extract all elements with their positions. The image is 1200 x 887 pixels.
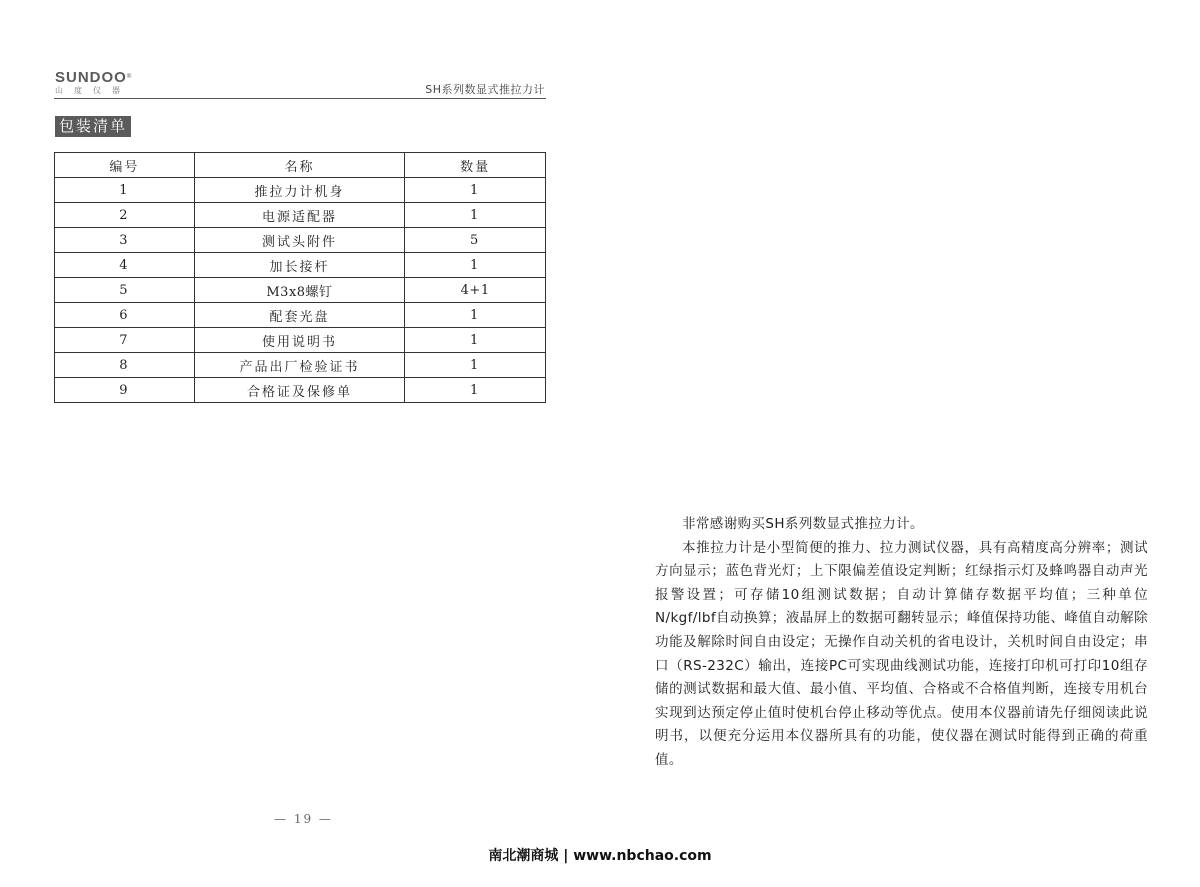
cell-name: 测试头附件: [194, 228, 405, 253]
cell-quantity: 1: [405, 378, 546, 403]
cell-quantity: 1: [405, 328, 546, 353]
table-header-row: [55, 153, 546, 178]
cell-quantity: 1: [405, 178, 546, 203]
cell-number: 8: [55, 353, 195, 378]
cell-quantity: 1: [405, 353, 546, 378]
table-row: [55, 253, 546, 278]
table-row: [55, 353, 546, 378]
table-row: [55, 328, 546, 353]
cell-number: 6: [55, 303, 195, 328]
cell-quantity: 5: [405, 228, 546, 253]
cell-name: 使用说明书: [194, 328, 405, 353]
cell-number: 9: [55, 378, 195, 403]
cell-name: 加长接杆: [194, 253, 405, 278]
document-title: SH系列数显式推拉力计: [425, 83, 545, 96]
intro-paragraph: 非常感谢购买SH系列数显式推拉力计。: [682, 516, 924, 532]
cell-name: 配套光盘: [194, 303, 405, 328]
intro-paragraph: 本推拉力计是小型简便的推力、拉力测试仪器，具有高精度高分辨率；测试方向显示；蓝色背光灯；上下限偏差值设定判断；红绿指示灯及蜂鸣器自动声光报警设置；可存储10组测试数据；自动计算储存数据平均值；三种单位N/kgf/lbf自动换算；液晶屏上的数据可翻转显示；峰值保持功能、峰值自动解除功能及解除时间自由设定；无操作自动关机的省电设计，关机时间自由设定；串口（RS-232C）输出，连接PC可实现曲线测试功能，连接打印机可打印10组存储的测试数据和最大值、最小值、平均值、合格或不合格值判断，连接专用机台实现到达预定停止值时使机台停止移动等优点。使用本仪器前请先仔细阅读此说明书，以便充分运用本仪器所具有的功能，使仪器在测试时能得到正确的荷重值。: [655, 539, 1148, 768]
logo-subtext: 山度仪器: [55, 86, 131, 95]
cell-name: 推拉力计机身: [194, 178, 405, 203]
column-header-name: 名称: [194, 153, 405, 178]
packing-list-table: [54, 152, 546, 403]
page-number: — 19 —: [274, 812, 333, 826]
cell-number: 5: [55, 278, 195, 303]
footer-watermark: 南北潮商城 | www.nbchao.com: [488, 848, 712, 864]
cell-quantity: 4+1: [405, 278, 546, 303]
cell-number: 1: [55, 178, 195, 203]
table-row: [55, 303, 546, 328]
cell-number: 7: [55, 328, 195, 353]
table-row: [55, 228, 546, 253]
header-divider: [54, 98, 546, 99]
cell-name: M3x8螺钉: [194, 278, 405, 303]
table-row: [55, 378, 546, 403]
cell-quantity: 1: [405, 303, 546, 328]
column-header-number: 编号: [55, 153, 195, 178]
cell-number: 4: [55, 253, 195, 278]
cell-name: 产品出厂检验证书: [194, 353, 405, 378]
cell-quantity: 1: [405, 203, 546, 228]
registered-mark: ®: [126, 74, 133, 80]
cell-number: 3: [55, 228, 195, 253]
cell-quantity: 1: [405, 253, 546, 278]
cell-name: 电源适配器: [194, 203, 405, 228]
section-title: 包装清单: [55, 116, 131, 137]
logo-wordmark: SUNDOO: [55, 69, 127, 86]
table-row: [55, 278, 546, 303]
column-header-quantity: 数量: [405, 153, 546, 178]
table-row: [55, 178, 546, 203]
intro-text: [655, 513, 1148, 773]
brand-logo: [55, 70, 132, 96]
cell-number: 2: [55, 203, 195, 228]
table-row: [55, 203, 546, 228]
cell-name: 合格证及保修单: [194, 378, 405, 403]
